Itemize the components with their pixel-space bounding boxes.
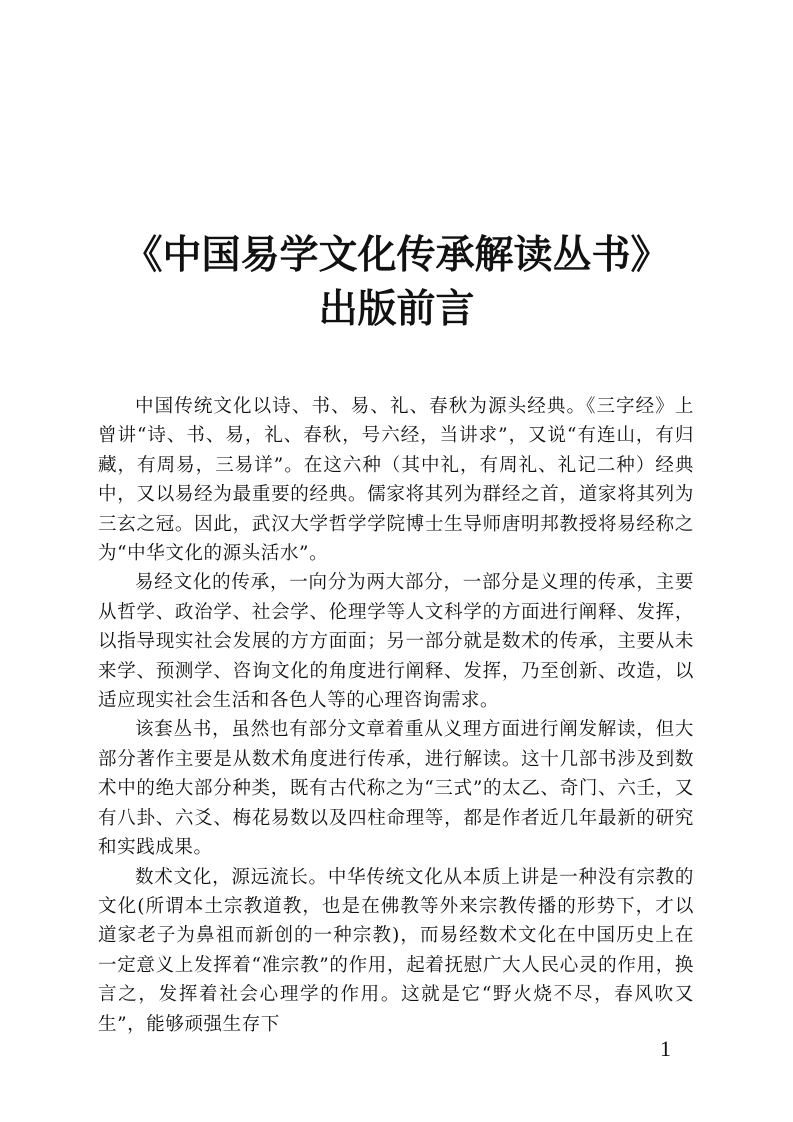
paragraph-1: 中国传统文化以诗、书、易、礼、春秋为源头经典。《三字经》上曾讲“诗、书、易，礼、春秋，号六经，当讲求”，又说“有连山，有归藏，有周易，三易详”。在这六种（其中礼，有周礼、礼记二种）经典中，又以易经为最重要的经典。儒家将其列为群经之首，道家将其列为三玄之冠。因此，武汉大学哲学学院博士生导师唐明邦教授将易经称之为“中华文化的源头活水”。 [98, 396, 694, 565]
body-text [98, 392, 694, 1039]
paragraph-3: 该套丛书，虽然也有部分文章着重从义理方面进行阐发解读，但大部分著作主要是从数术角度进行传承，进行解读。这十几部书涉及到数术中的绝大部分种类，既有古代称之为“三式”的太乙、奇门、六壬，又有八卦、六爻、梅花易数以及四柱命理等，都是作者近几年最新的研究和实践成果。 [98, 719, 694, 859]
page-number: 1 [660, 1036, 671, 1061]
title-preface: 出版前言 [318, 286, 475, 332]
title-series-name: 《中国易学文化传承解读丛书》 [123, 232, 670, 278]
paragraph-4: 数术文化，源远流长。中华传统文化从本质上讲是一种没有宗教的文化(所谓本土宗教道教，也是在佛教等外来宗教传播的形势下，才以道家老子为鼻祖而新创的一种宗教)，而易经数术文化在中国历史上在一定意义上发挥着“准宗教”的作用，起着抚慰广大人民心灵的作用，换言之，发挥着社会心理学的作用。这就是它“野火烧不尽，春风吹又生”，能够顽强生存下 [98, 866, 694, 1035]
paragraph-2: 易经文化的传承，一向分为两大部分，一部分是义理的传承，主要从哲学、政治学、社会学、伦理学等人文科学的方面进行阐释、发挥，以指导现实社会发展的方方面面；另一部分就是数术的传承，主要从未来学、预测学、咨询文化的角度进行阐释、发挥，乃至创新、改造，以适应现实社会生活和各色人等的心理咨询需求。 [98, 572, 694, 712]
document-title [0, 228, 793, 336]
